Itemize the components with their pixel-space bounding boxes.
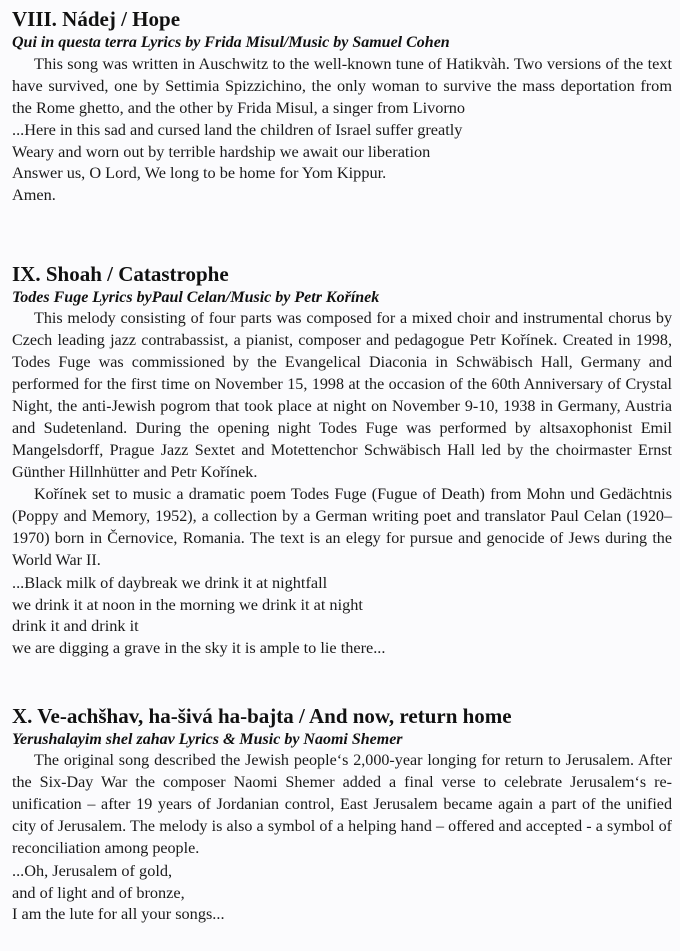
verse-line: ...Black milk of daybreak we drink it at nightfall [12, 573, 328, 592]
section-subtitle: Qui in questa terra Lyrics by Frida Misul/Music by Samuel Cohen [12, 34, 450, 51]
verse-line: Amen. [12, 184, 56, 204]
verse-line: we are digging a grave in the sky it is ample to lie there... [12, 637, 386, 657]
verse-block [12, 860, 672, 925]
section-paragraph: This melody consisting of four parts was composed for a mixed choir and instrumental chorus by Czech leading jazz contrabassist, a pianist, composer and pedagogue Petr Kořínek. Created in 1998, Todes Fuge was commissioned by the Evangelical Diaconia in Schwäbisch Hall, Germany and performed for the first time on November 15, 1998 at the occasion of the 60th Anniversary of Crystal Night, the anti-Jewish pogrom that took place at night on November 9-10, 1938 in Germany, Austria and Sudetenland. During the opening night Todes Fuge was performed by altsaxophonist Emil Mangelsdorff, Prague Jazz Sextet and Motettenchor Schwäbisch Hall led by the choirmaster Ernst Günther Hillnhütter and Petr Kořínek. [12, 310, 672, 481]
verse-line: Answer us, O Lord, We long to be home for Yom Kippur. [12, 163, 387, 182]
section-paragraph: Kořínek set to music a dramatic poem Todes Fuge (Fugue of Death) from Mohn und Gedächtnis (Poppy and Memory, 1952), a collection by a German writing poet and translator Paul Celan (1920–1970) born in Černovice, Romania. The text is an elegy for pursue and genocide of Jews during the World War II. [12, 486, 672, 569]
section-paragraph: This song was written in Auschwitz to the well-known tune of Hatikvàh. Two versions of the text have survived, one by Settimia Spizzichino, the only woman to survive the mass deportation from the Rome ghetto, and the other by Frida Misul, a singer from Livorno [12, 54, 672, 117]
section-catastrophe [12, 261, 672, 658]
section-hope [12, 6, 672, 205]
section-subtitle: Todes Fuge Lyrics byPaul Celan/Music by Petr Kořínek [12, 289, 380, 306]
section-title: VIII. Nádej / Hope [12, 7, 181, 31]
section-title: X. Ve-achšhav, ha-šivá ha-bajta / And now, return home [12, 704, 512, 728]
verse-line: drink it and drink it [12, 616, 139, 635]
verse-line: we drink it at noon in the morning we drink it at night [12, 594, 363, 614]
verse-line: Weary and worn out by terrible hardship we await our liberation [12, 141, 431, 161]
verse-block [12, 572, 672, 658]
verse-line: I am the lute for all your songs... [12, 904, 225, 923]
section-subtitle: Yerushalayim shel zahav Lyrics & Music by Naomi Shemer [12, 731, 403, 748]
verse-line: and of light and of bronze, [12, 882, 185, 902]
section-title: IX. Shoah / Catastrophe [12, 262, 229, 286]
section-paragraph: The original song described the Jewish people‘s 2,000-year longing for return to Jerusalem. After the Six-Day War the composer Naomi Shemer added a final verse to celebrate Jerusalem‘s re-unification – after 19 years of Jordanian control, East Jerusalem became again a part of the unified city of Jerusalem. The melody is also a symbol of a helping hand – offered and accepted - a symbol of reconciliation among people. [12, 752, 672, 857]
section-return-home [12, 703, 672, 925]
verse-line: ...Oh, Jerusalem of gold, [12, 861, 173, 880]
verse-block [12, 119, 672, 205]
verse-line: ...Here in this sad and cursed land the children of Israel suffer greatly [12, 120, 463, 139]
